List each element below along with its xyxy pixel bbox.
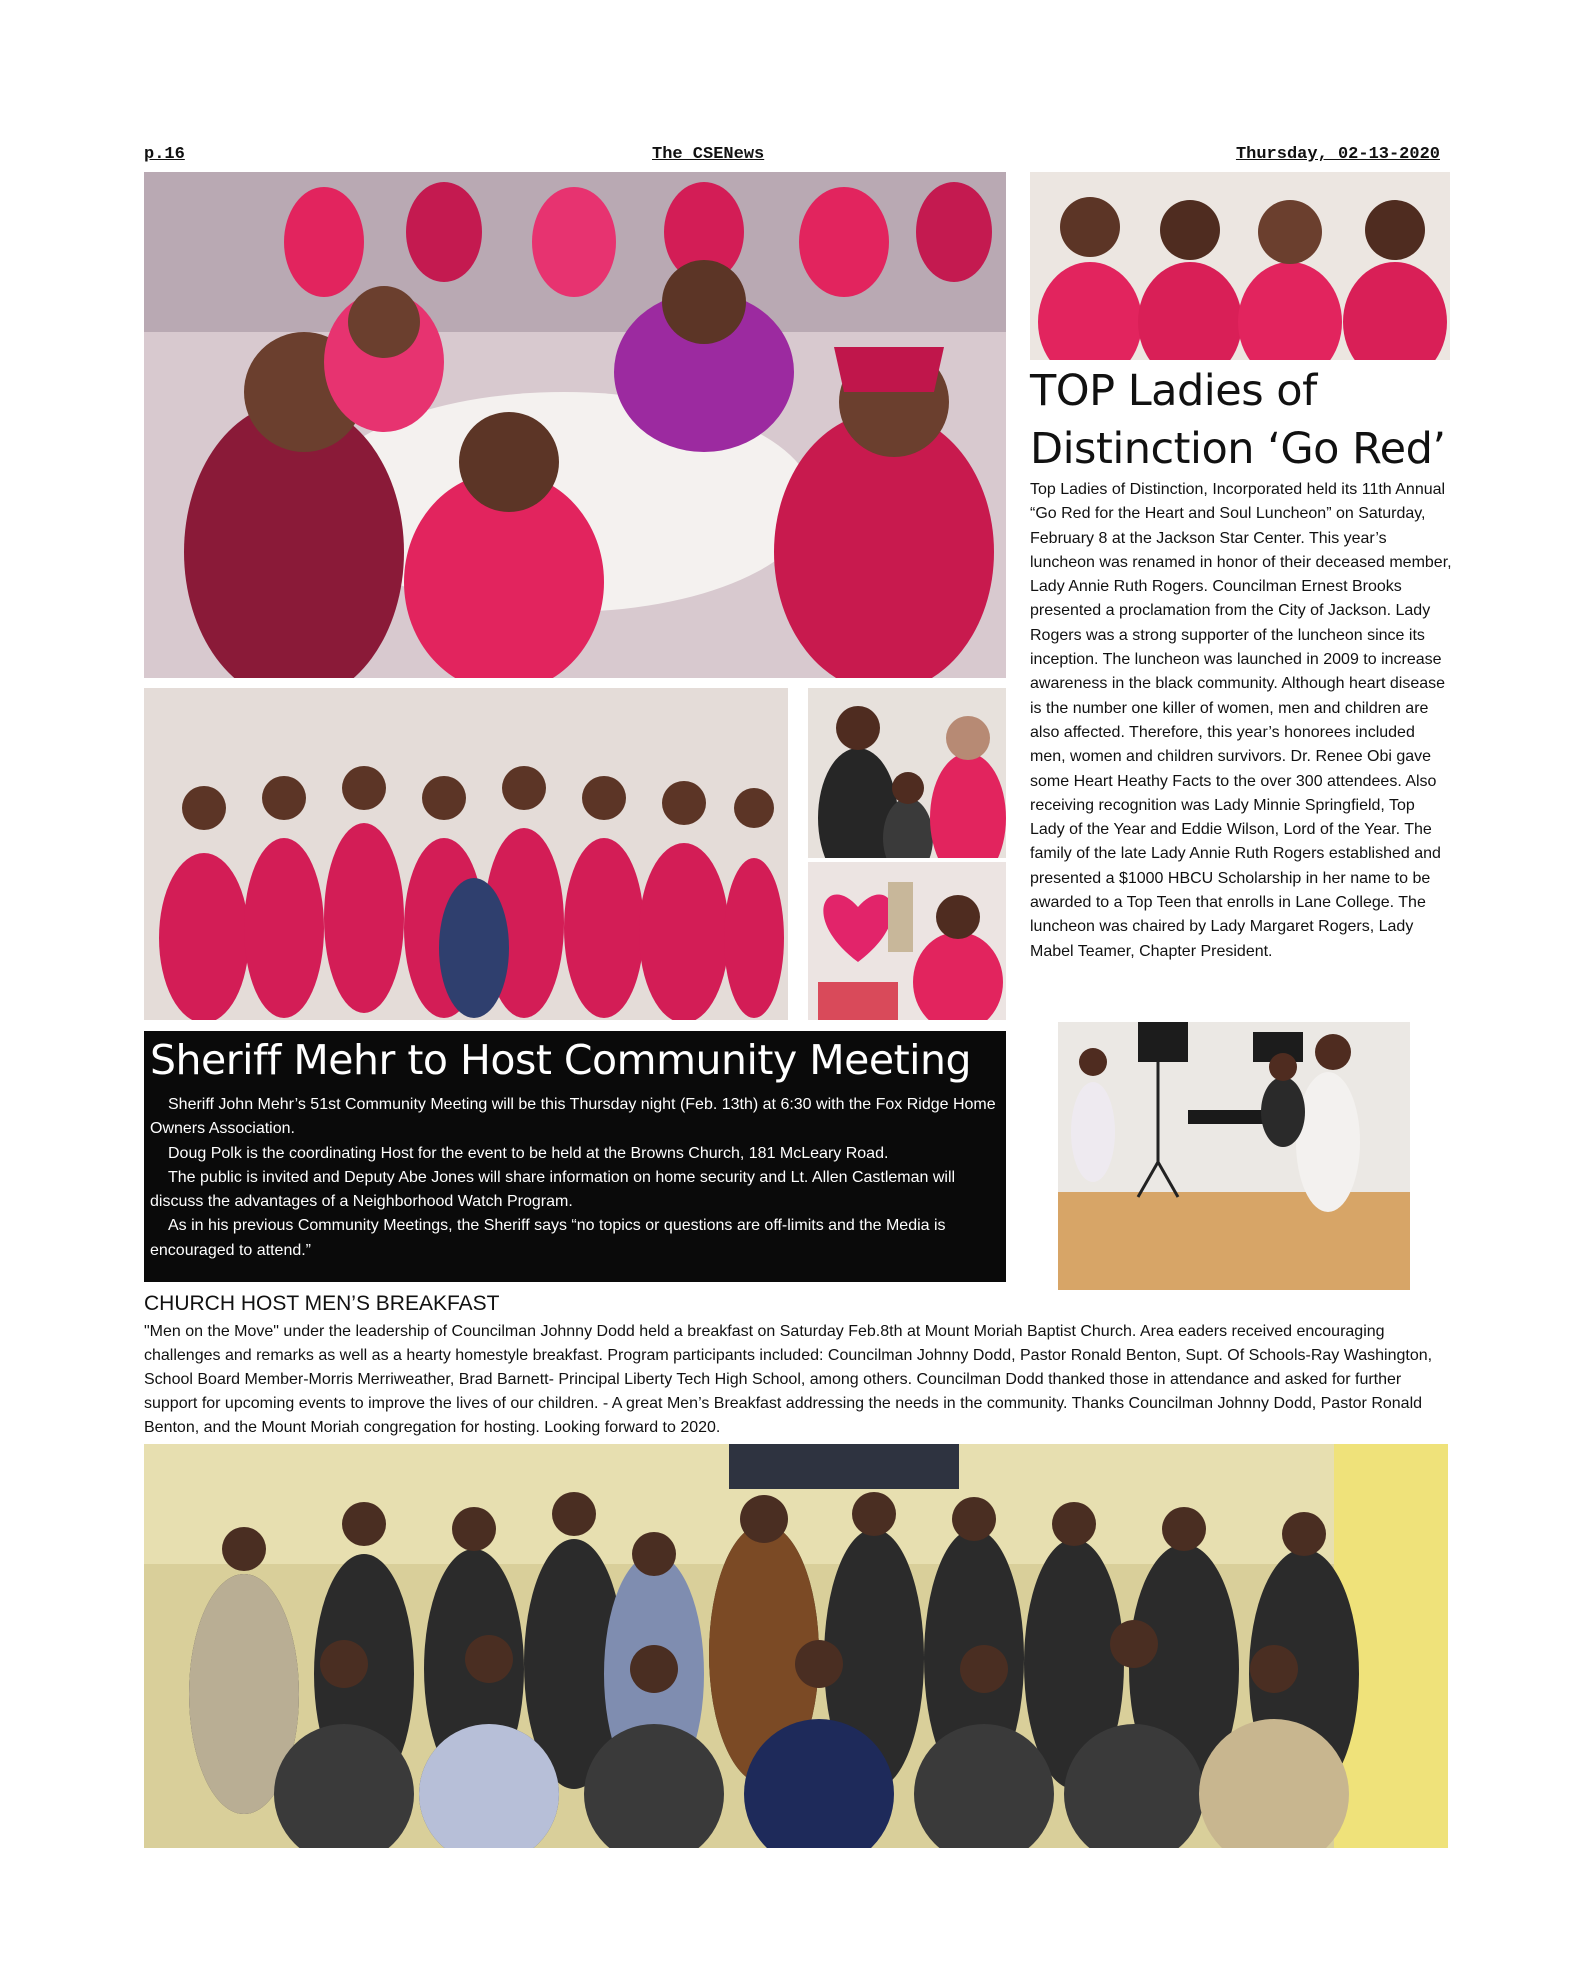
church-article-body: "Men on the Move" under the leadership of Councilman Johnny Dodd held a breakfast on Saturday Feb.8th at Mount Moriah Baptist Church. Area eaders received encouraging challenges and remarks as well as a hearty homestyle breakfast. Program participants included: Councilman Johnny Dodd, Pastor Ronald Benton, Supt. Of Schools-Ray Washington, School Board Member-Morris Merriweather, Brad Barnett- Principal Liberty Tech High School, among others. Councilman Dodd thanked those in attendance and asked for further support for upcoming events to improve the lives of our children. - A great Men’s Breakfast addressing the needs in the community. Thanks Councilman Johnny Dodd, Pastor Ronald Benton, and the Mount Moriah congregation for hosting. Looking forward to 2020. <box>144 1323 1433 1437</box>
newspaper-name: The CSENews <box>652 145 765 164</box>
mens-breakfast-group-photo <box>144 1444 1448 1848</box>
honorees-photo <box>808 688 1006 858</box>
sheriff-meeting-box <box>144 1031 1006 1282</box>
issue-date: Thursday, 02-13-2020 <box>1235 145 1440 164</box>
sheriff-headline: Sheriff Mehr to Host Community Meeting <box>150 1036 972 1084</box>
sheriff-paragraph: Sheriff John Mehr’s 51st Community Meeting will be this Thursday night (Feb. 13th) at 6:30 with the Fox Ridge Home Owners Association. <box>150 1096 996 1138</box>
heart-balloon-photo <box>808 862 1006 1020</box>
musicians-photo <box>1058 1022 1410 1290</box>
ladies-headline: TOP Ladies of Distinction ‘Go Red’ <box>1030 366 1446 474</box>
luncheon-tables-photo <box>144 172 1006 678</box>
four-ladies-photo <box>1030 172 1450 360</box>
group-in-red-photo <box>144 688 788 1020</box>
sheriff-paragraph: Doug Polk is the coordinating Host for the event to be held at the Browns Church, 181 McLeary Road. <box>168 1144 889 1162</box>
sheriff-paragraph: The public is invited and Deputy Abe Jones will share information on home security and Lt. Allen Castleman will discuss the advantages of a Neighborhood Watch Program. <box>150 1168 956 1211</box>
church-headline: CHURCH HOST MEN’S BREAKFAST <box>144 1292 500 1315</box>
page-number: p.16 <box>144 145 185 164</box>
ladies-article-body: Top Ladies of Distinction, Incorporated held its 11th Annual “Go Red for the Heart and Soul Luncheon” on Saturday, February 8 at the Jackson Star Center. This year’s luncheon was renamed in honor of their deceased member, Lady Annie Ruth Rogers. Councilman Ernest Brooks presented a proclamation from the City of Jackson. Lady Rogers was a strong supporter of the luncheon since its inception. The luncheon was launched in 2009 to increase awareness in the black community. Although heart disease is the number one killer of women, men and children are also affected. Therefore, this year’s honorees included men, women and children survivors. Dr. Renee Obi gave some Heart Heathy Facts to the over 300 attendees. Also receiving recognition was Lady Minnie Springfield, Top Lady of the Year and Eddie Wilson, Lord of the Year. The family of the late Lady Annie Ruth Rogers established and presented a $1000 HBCU Scholarship in her name to be awarded to a Top Teen that enrolls in Lane College. The luncheon was chaired by Lady Margaret Rogers, Lady Mabel Teamer, Chapter President. <box>1030 481 1452 960</box>
sheriff-paragraph: As in his previous Community Meetings, the Sheriff says “no topics or questions are off-limits and the Media is encouraged to attend.” <box>150 1217 946 1259</box>
sheriff-article-body <box>150 1093 1000 1263</box>
